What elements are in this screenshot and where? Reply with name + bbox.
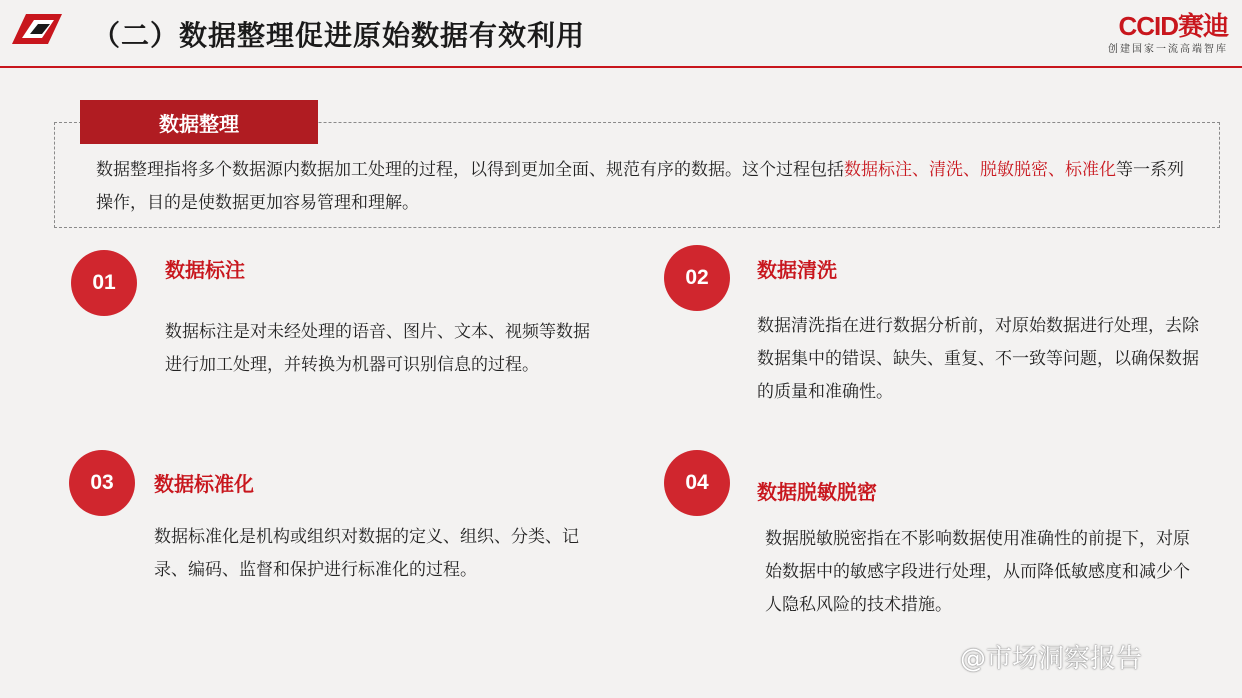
item-badge-04: 04 [664,450,730,516]
intro-text [96,154,1186,220]
intro-text-highlight: 数据标注、清洗、脱敏脱密、标准化 [844,160,1116,180]
item-badge-03: 03 [69,450,135,516]
item-body-02: 数据清洗指在进行数据分析前，对原始数据进行处理，去除数据集中的错误、缺失、重复、不一致等问题，以确保数据的质量和准确性。 [757,316,1199,402]
item-badge-01: 01 [71,250,137,316]
intro-tag: 数据整理 [80,100,318,144]
intro-text-before: 数据整理指将多个数据源内数据加工处理的过程，以得到更加全面、规范有序的数据。这个过程包括 [96,160,844,180]
slash-logo-icon [12,12,62,46]
brand-name: CCID赛迪 [1118,11,1228,41]
header-divider [0,66,1242,68]
item-body-01: 数据标注是对未经处理的语音、图片、文本、视频等数据进行加工处理，并转换为机器可识别信息的过程。 [165,322,590,375]
item-title-01: 数据标注 [165,258,245,282]
page-title: （二）数据整理促进原始数据有效利用 [92,19,586,52]
item-title-04: 数据脱敏脱密 [757,480,877,504]
header [0,0,1242,68]
brand-logo [1108,12,1228,55]
intro-text-after: 等一系列操作，目的是使数据更加容易管理和理解。 [96,160,1184,213]
item-title-02: 数据清洗 [757,258,837,282]
item-title-03: 数据标准化 [154,472,254,496]
item-body-03: 数据标准化是机构或组织对数据的定义、组织、分类、记录、编码、监督和保护进行标准化的过程。 [154,527,579,580]
watermark: @市场洞察报告 [960,644,1143,674]
brand-slogan: 创建国家一流高端智库 [1108,44,1228,55]
item-badge-02: 02 [664,245,730,311]
item-body-04: 数据脱敏脱密指在不影响数据使用准确性的前提下，对原始数据中的敏感字段进行处理，从而降低敏感度和减少个人隐私风险的技术措施。 [765,529,1190,615]
